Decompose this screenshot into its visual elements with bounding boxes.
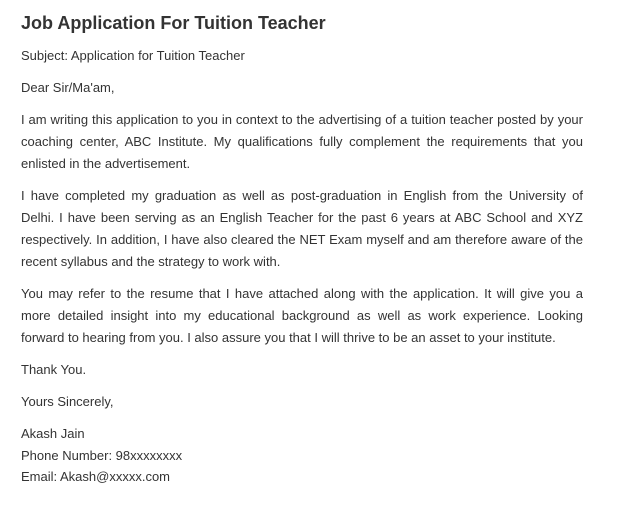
letter-subject: Subject: Application for Tuition Teacher [21, 48, 245, 63]
signature-email: Email: Akash@xxxxx.com [21, 469, 171, 484]
signature-name: Akash Jain [21, 426, 85, 441]
letter-thanks: Thank You. [21, 362, 87, 377]
letter-paragraph-qualifications: I have completed my graduation as well as post-graduation in English from the University of Delhi. I have been serving as an English Teacher for the past 6 years at ABC School and XYZ respectively. In addition, I have also cleared the NET Exam myself and am therefore aware of the recent syllabus and the strategy to work with. [21, 188, 583, 269]
signature-block [21, 423, 585, 488]
letter-paragraph-intro: I am writing this application to you in context to the advertising of a tuition teacher posted by your coaching center, ABC Institute. My qualifications fully complement the requirements that you enlisted in the advertisement. [21, 112, 583, 171]
signature-phone: Phone Number: 98xxxxxxxx [21, 447, 183, 463]
letter-paragraph-resume: You may refer to the resume that I have attached along with the application. It will give you a more detailed insight into my educational background as well as work experience. Looking forward to hearing from you. I also assure you that I will thrive to be an asset to your institute. [21, 286, 583, 345]
letter-greeting: Dear Sir/Ma'am, [21, 80, 115, 95]
letter-title: Job Application For Tuition Teacher [21, 13, 326, 33]
letter-sign-off: Yours Sincerely, [21, 394, 114, 409]
